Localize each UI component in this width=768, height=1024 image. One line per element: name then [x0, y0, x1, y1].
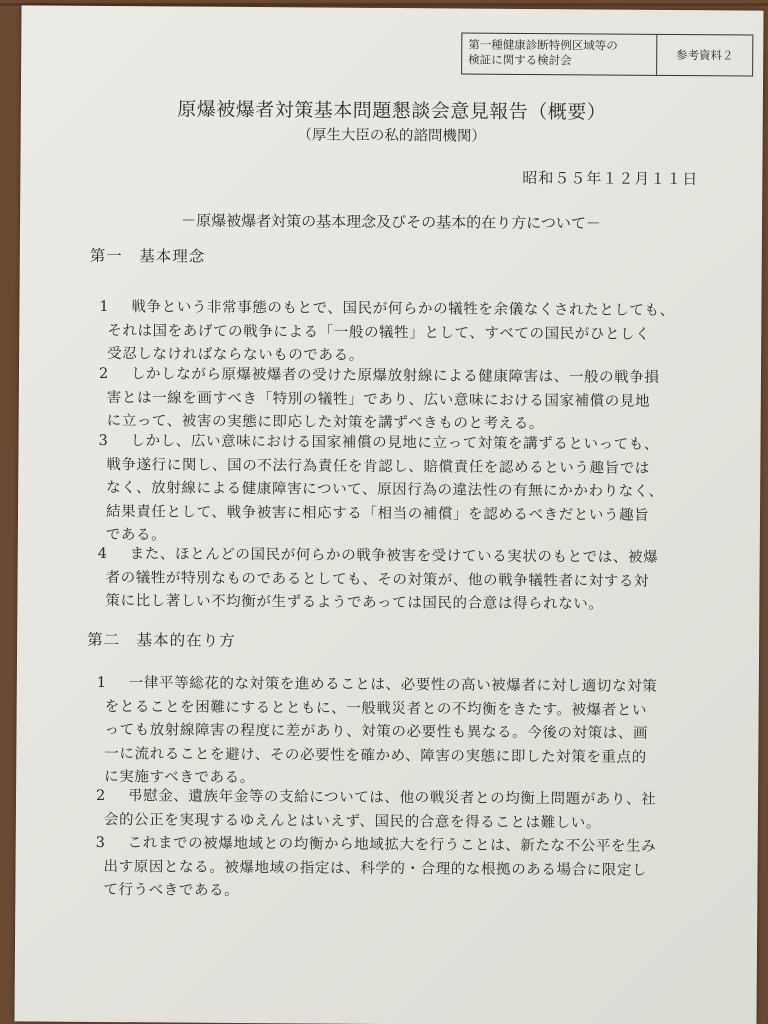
item-line: 弔慰金、遺族年金等の支給については、他の戦災者との均衡上問題があり、社: [127, 788, 657, 808]
item-line: 一律平等総花的な対策を進めることは、必要性の高い被爆者に対し適切な対策: [128, 675, 658, 695]
item-line: 戦争という非常事態のもとで、国民が何らかの犠牲を余儀なくされたとしても、: [131, 299, 675, 319]
section1-item-3: [98, 430, 699, 552]
item-line: 害とは一線を画すべき「特別の犠牲」であり、広い意味における国家補償の見地: [106, 389, 651, 410]
item-line: 結果責任として、戦争被害に相応する「相当の補償」を認めるべきだという趣旨: [105, 503, 650, 524]
document-page: [14, 5, 763, 1024]
item-number: 3: [95, 834, 106, 852]
item-line: しかし、広い意味における国家補償の見地に立って対策を講ずるといっても、: [130, 433, 660, 453]
item-line: っても放射線障害の程度に差があり、対策の必要性も異なる。今後の対策は、画: [104, 722, 649, 742]
item-line: また、ほとんどの国民が何らかの戦争被害を受けている実状のもとでは、被爆: [129, 546, 659, 566]
item-number: 2: [95, 787, 106, 805]
item-line: 出す原因となる。被爆地域の指定は、科学的・合理的な根拠のある場合に限定し: [103, 858, 648, 879]
item-number: 1: [99, 298, 110, 316]
section-heading-1: 第一 基本理念: [89, 246, 206, 266]
item-line: をとることを困難にするとともに、一般戦災者との不均衡をきたす。被爆者とい: [104, 698, 648, 719]
item-line: である。: [105, 527, 167, 544]
document-date: 昭和５５年１２月１１日: [522, 168, 699, 189]
item-line: に実施すべきである。: [104, 769, 255, 787]
item-line: 策に比し著しい不均衡が生ずるようであっては国民的合意は得られない。: [105, 593, 604, 613]
item-number: 2: [98, 365, 109, 383]
item-line: て行うべきである。: [103, 882, 240, 899]
section2-item-3: [95, 832, 695, 907]
document-subtitle: （厚生大臣の私的諮問機関）: [297, 127, 486, 145]
reference-box: [461, 32, 753, 76]
item-line: 会的公正を実現するゆえんとはいえず、国民的合意を得ることは難しい。: [103, 811, 602, 831]
section-heading-2: 第二 基本的在り方: [87, 630, 236, 650]
item-line: 戦争遂行に関し、国の不法行為責任を肯認し、賠償責任を認めるという趣旨では: [106, 456, 651, 477]
section2-item-2: [96, 785, 696, 836]
item-line: なく、放射線による健康障害について、原因行為の違法性の有無にかかわりなく、: [106, 480, 664, 500]
reference-committee: 第一種健康診断特例区域等の 検証に関する検討会: [462, 34, 657, 75]
document-title: 原爆被爆者対策基本問題懇談会意見報告（概要）: [177, 98, 607, 124]
item-line: しかしながら原爆被爆者の受けた原爆放射線による健康障害は、一般の戦争損: [130, 366, 660, 386]
reference-label: 参考資料２: [675, 47, 734, 62]
section1-item-1: [99, 296, 699, 371]
item-line: 者の犠牲が特別なものであるとしても、その対策が、他の戦争犠牲者に対する対: [105, 569, 650, 590]
document-theme: －原爆被爆者対策の基本理念及びその基本的在り方について－: [181, 211, 601, 233]
section1-item-2: [99, 363, 699, 438]
item-line: それは国をあげての戦争による「一般の犠牲」として、すべての国民がひとしく: [107, 322, 651, 343]
item-number: 4: [97, 545, 108, 563]
item-number: 1: [96, 674, 107, 692]
item-line: に立って、被害の実態に即応した対策を講ずべきものと考える。: [106, 413, 545, 433]
item-line: これまでの被爆地域との均衡から地域拡大を行うことは、新たな不公平を生み: [127, 835, 657, 855]
section2-item-1: [96, 672, 697, 794]
section1-item-4: [97, 543, 697, 618]
item-number: 3: [98, 432, 109, 450]
item-line: 一に流れることを避け、その必要性を確かめ、障害の実態に即した対策を重点的: [104, 745, 647, 766]
item-line: 受忍しなければならないものである。: [107, 346, 364, 364]
